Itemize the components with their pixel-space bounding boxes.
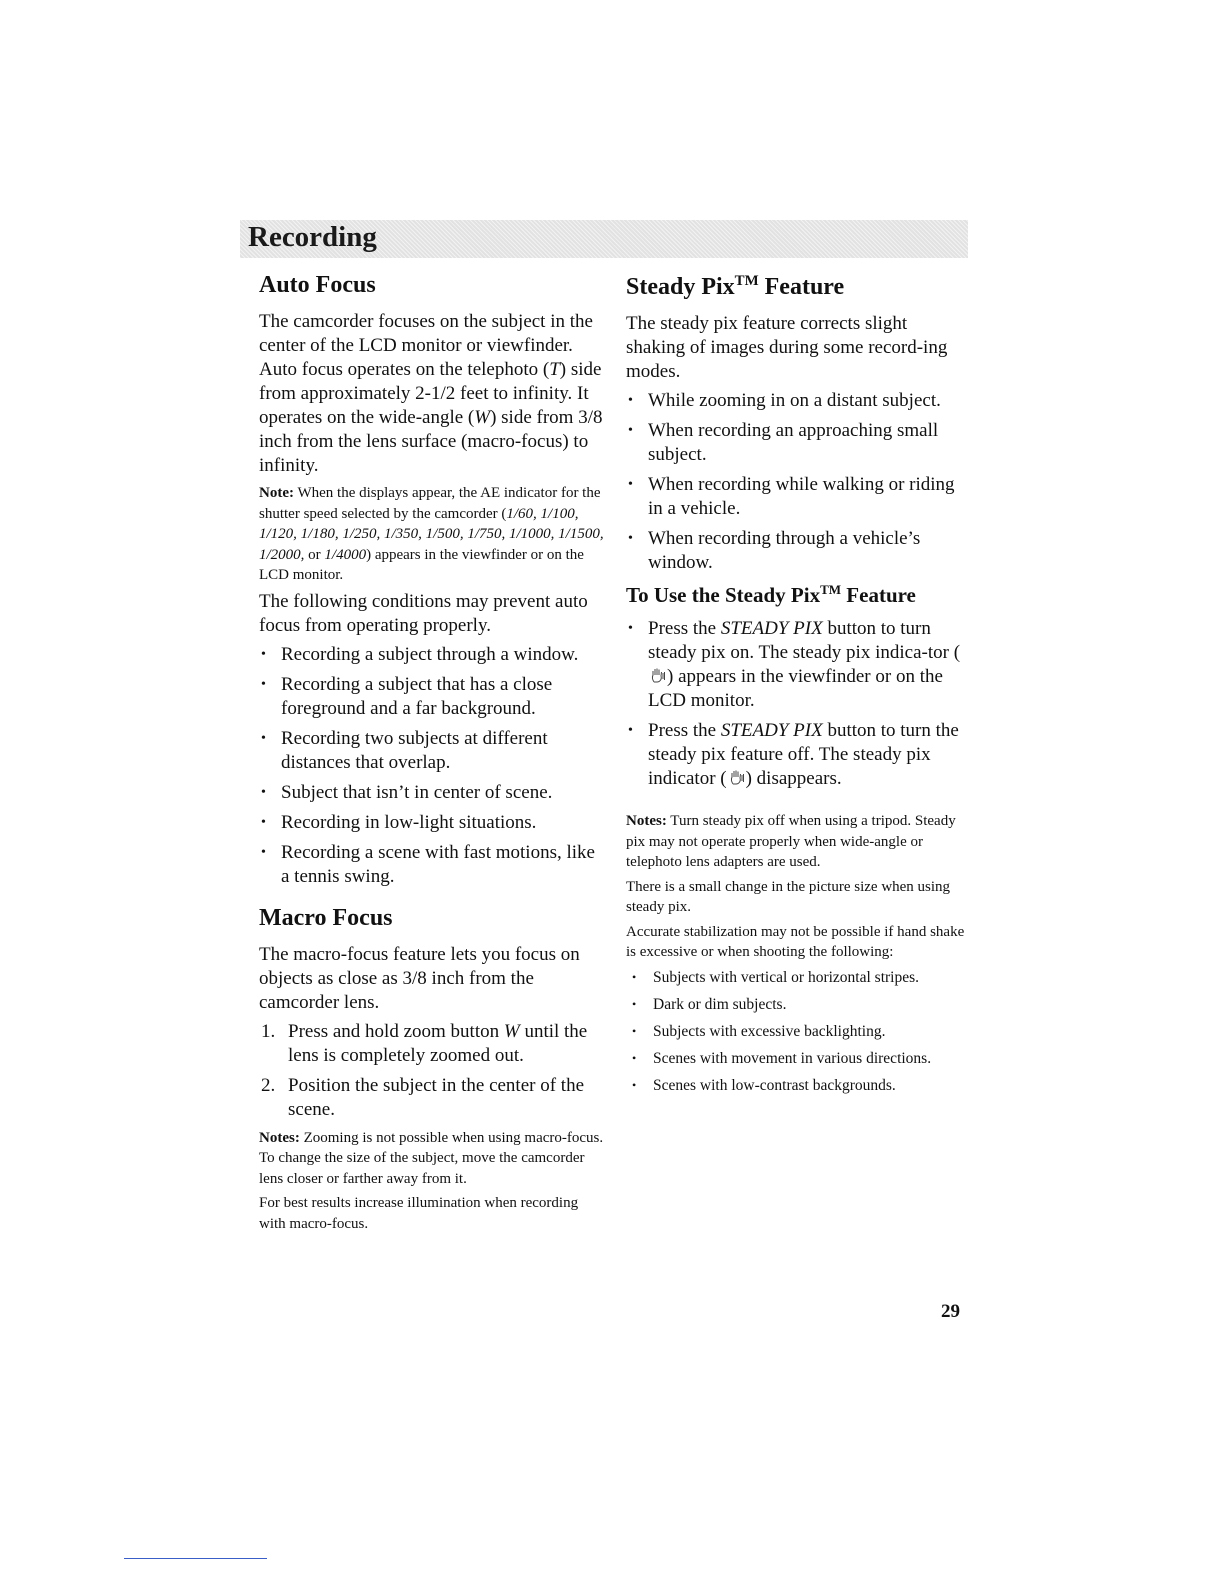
- conditions-intro: The following conditions may prevent auto focus from operating properly.: [259, 590, 588, 636]
- list-item: • Press the STEADY PIX button to turn steady pix on. The steady pix indica-tor () appears in the viewfinder or on the LCD monitor.: [626, 617, 971, 713]
- auto-focus-description: The camcorder focuses on the subject in the center of the LCD monitor or viewfinder. Auto focus operates on the telephoto (T) side from approximately 2-1/2 feet to infinity. It operates on the wide-angle (W) side from 3/8 inch from the lens surface (macro-focus) to infinity.: [259, 311, 603, 476]
- list-item: • Dark or dim subjects.: [626, 994, 971, 1015]
- page-number: 29: [941, 1301, 960, 1322]
- list-item: • Subjects with vertical or horizontal stripes.: [626, 967, 971, 988]
- list-item: • Recording a scene with fast motions, like a tennis swing.: [259, 841, 604, 889]
- use-steady-pix-heading: To Use the Steady Pix™ Feature: [626, 582, 916, 607]
- list-item: • Subject that isn’t in center of scene.: [259, 781, 604, 805]
- list-item: • Scenes with movement in various directions.: [626, 1048, 971, 1069]
- macro-focus-heading: Macro Focus: [259, 904, 393, 931]
- steady-pix-notes: Notes: Turn steady pix off when using a tripod. Steady pix may not operate properly when wide-angle or telephoto lens adapters are used.: [626, 813, 956, 870]
- steady-pix-hand-icon: [649, 667, 666, 684]
- steady-pix-heading: Steady Pix™ Feature: [626, 273, 845, 300]
- steady-pix-hand-icon: [728, 769, 745, 786]
- steady-pix-notes-stabilization: Accurate stabilization may not be possible if hand shake is excessive or when shooting the following:: [626, 923, 965, 960]
- list-item: • When recording through a vehicle’s window.: [626, 527, 971, 575]
- step-item: 1. Press and hold zoom button W until the lens is completely zoomed out.: [261, 1020, 588, 1066]
- auto-focus-heading: Auto Focus: [259, 272, 376, 298]
- macro-notes-illumination: For best results increase illumination when recording with macro-focus.: [259, 1195, 579, 1232]
- stabilization-conditions-list: [626, 967, 971, 1096]
- list-item: • Recording in low-light situations.: [259, 811, 604, 835]
- section-title: Recording: [248, 221, 377, 253]
- steady-pix-notes-size: There is a small change in the picture size when using steady pix.: [626, 878, 951, 915]
- conditions-list: [259, 643, 604, 889]
- list-item: • When recording an approaching small subject.: [626, 419, 971, 467]
- list-item: • Recording two subjects at different distances that overlap.: [259, 727, 604, 775]
- section-banner: [240, 220, 968, 258]
- footer-divider: [124, 1558, 267, 1559]
- shutter-speed-note: Note: When the displays appear, the AE indicator for the shutter speed selected by the camcorder (1/60, 1/100, 1/120, 1/180, 1/250, 1/350, 1/500, 1/750, 1/1000, 1/1500, 1/2000, or 1/4000) appears in the viewfinder or on the LCD monitor.: [259, 485, 604, 583]
- list-item: • Subjects with excessive backlighting.: [626, 1021, 971, 1042]
- list-item: • Recording a subject that has a close foreground and a far background.: [259, 673, 604, 721]
- macro-notes: Notes: Zooming is not possible when using macro-focus. To change the size of the subject, move the camcorder lens closer or farther away from it.: [259, 1129, 604, 1187]
- list-item: • When recording while walking or riding in a vehicle.: [626, 473, 971, 521]
- steady-pix-description: The steady pix feature corrects slight shaking of images during some record-ing modes.: [626, 313, 948, 382]
- left-column: [259, 270, 604, 1238]
- step-item: 2. Position the subject in the center of the scene.: [261, 1074, 585, 1120]
- steady-pix-modes-list: [626, 389, 971, 575]
- list-item: • Recording a subject through a window.: [259, 643, 604, 667]
- list-item: • Scenes with low-contrast backgrounds.: [626, 1075, 971, 1096]
- list-item: • Press the STEADY PIX button to turn the steady pix feature off. The steady pix indicator ( ) disappears.: [626, 719, 971, 791]
- right-column: [626, 272, 971, 1102]
- list-item: • While zooming in on a distant subject.: [626, 389, 971, 413]
- macro-steps: [259, 1020, 604, 1122]
- use-steady-pix-list: [626, 617, 971, 791]
- macro-focus-description: The macro-focus feature lets you focus on objects as close as 3/8 inch from the camcorder lens.: [259, 943, 580, 1013]
